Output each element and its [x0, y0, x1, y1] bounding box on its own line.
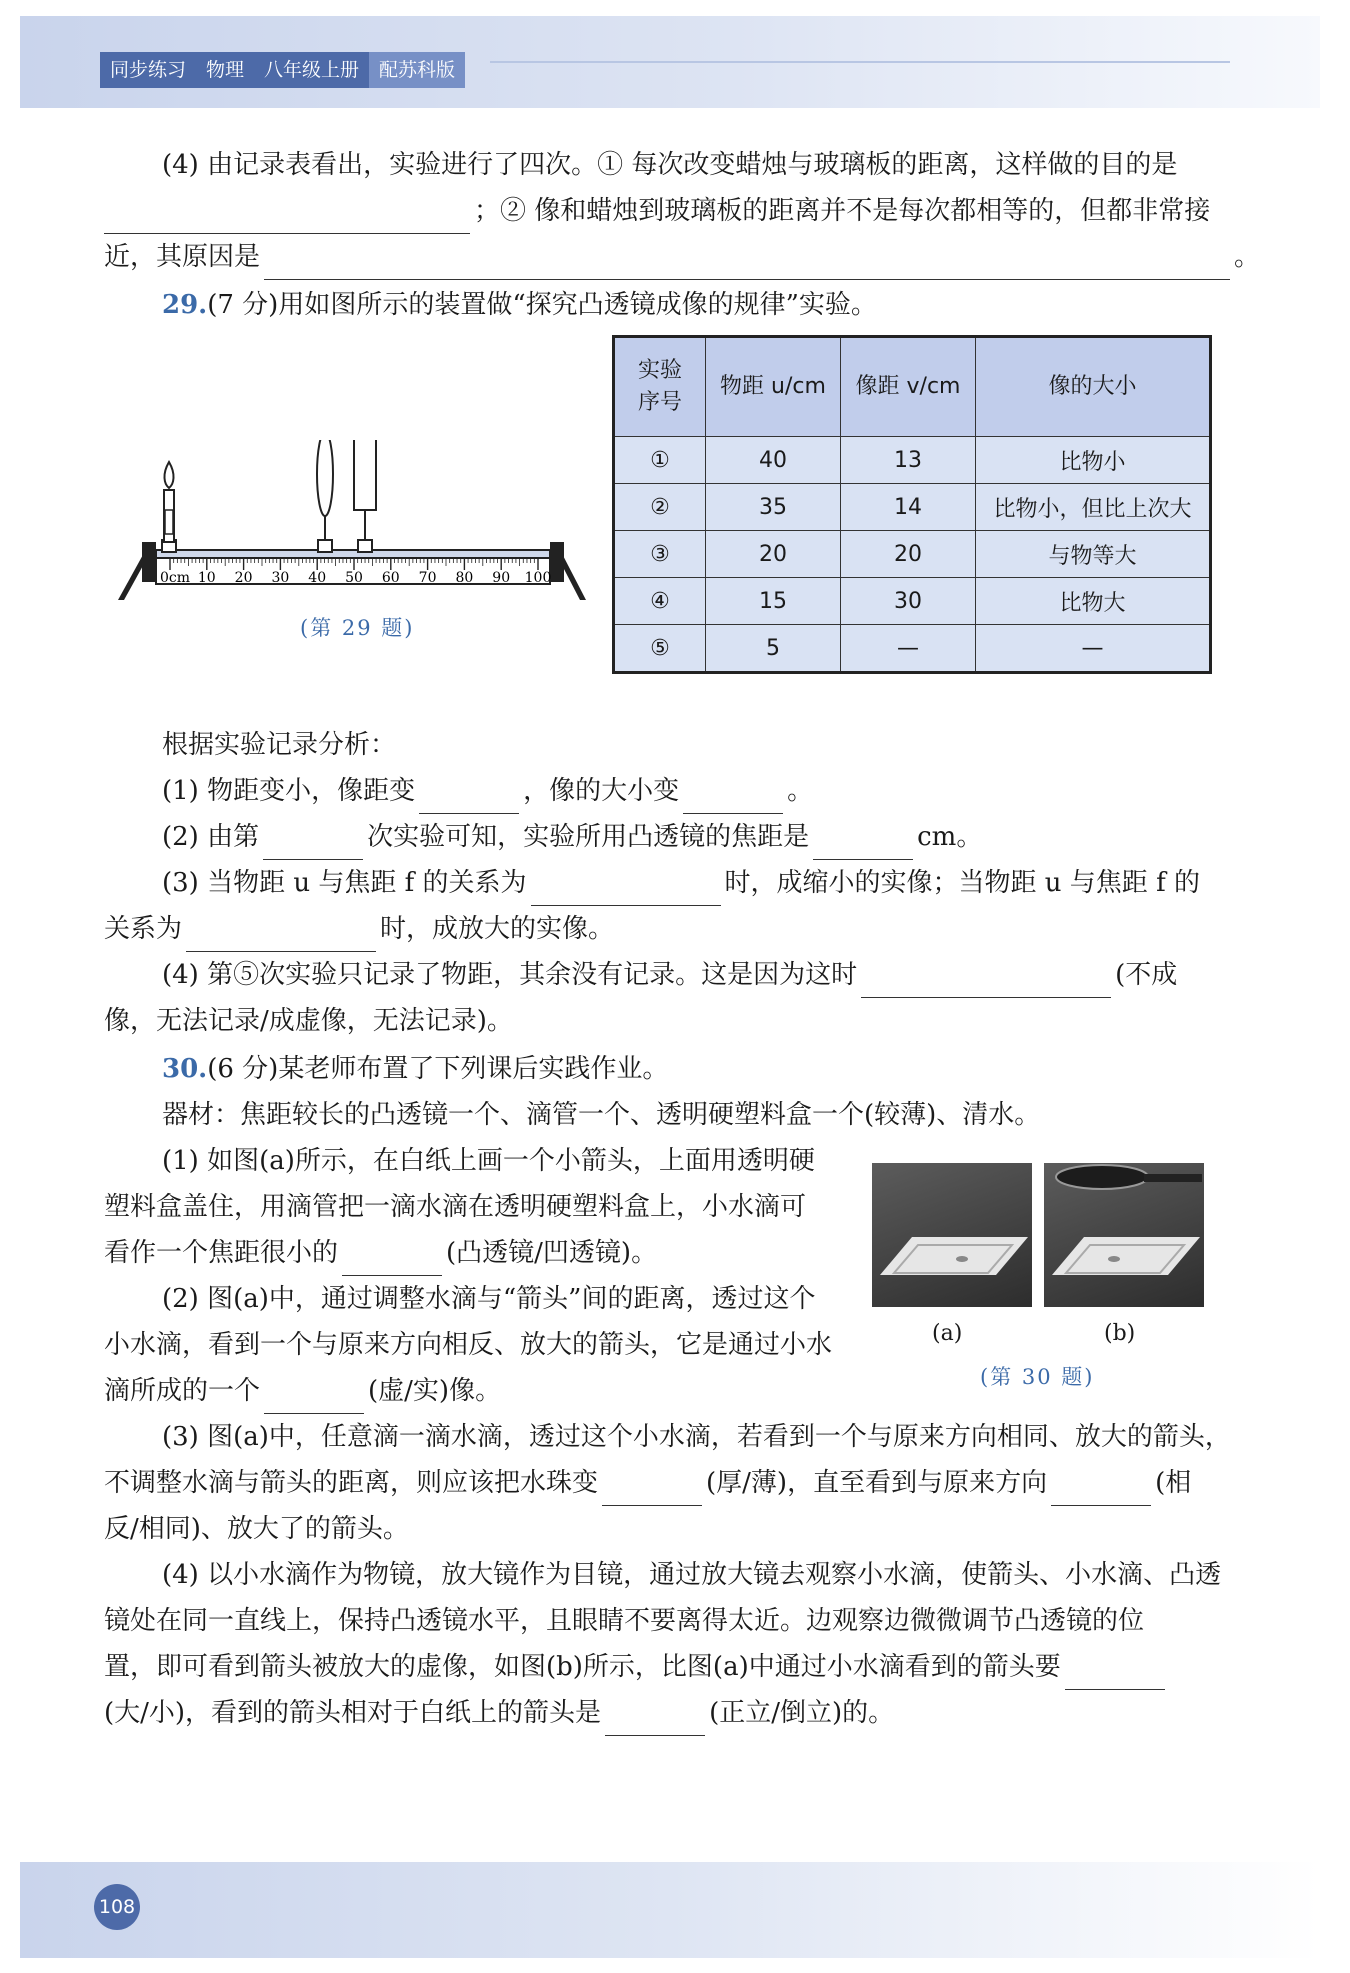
answer-blank[interactable]	[813, 825, 913, 860]
magnifier-handle	[1144, 1174, 1202, 1182]
scale-label: 50	[345, 570, 363, 586]
photo-a-water-drop	[872, 1163, 1032, 1307]
table-cell: 15	[706, 578, 841, 625]
answer-blank[interactable]	[264, 245, 1230, 280]
table-header: 像的大小	[976, 337, 1211, 437]
header-grade: 八年级上册	[264, 59, 360, 81]
bench-end-left	[142, 542, 156, 582]
scale-label: 40	[308, 570, 327, 586]
water-drop-icon	[1108, 1256, 1120, 1262]
q30-part4-l2: 镜处在同一直线上，保持凸透镜水平，且眼睛不要离得太近。边观察边微微调节凸透镜的位	[104, 1606, 1145, 1636]
q30-part3-l3: 反/相同)、放大了的箭头。	[104, 1514, 409, 1544]
scale-label: 10	[197, 570, 216, 586]
q30-part1-l1: (1) 如图(a)所示，在白纸上画一个小箭头，上面用透明硬	[162, 1146, 815, 1176]
q29-part1: (1) 物距变小，像距变 ，像的大小变 。	[104, 768, 1298, 814]
q30-part3-l2: 不调整水滴与箭头的距离，则应该把水珠变 (厚/薄)，直至看到与原来方向 (相	[104, 1460, 1240, 1506]
table-cell: 13	[841, 437, 976, 484]
scale-label: 20	[234, 570, 253, 586]
candle-flame-icon	[164, 462, 173, 488]
header-bar	[100, 52, 465, 88]
page-number: 108	[94, 1884, 140, 1930]
header-edition: 配苏科版	[369, 52, 465, 88]
q28-4-line3: 近，其原因是 。	[104, 234, 1240, 280]
answer-blank[interactable]	[1051, 1471, 1151, 1506]
table-cell: 35	[706, 484, 841, 531]
table-cell: 30	[841, 578, 976, 625]
table-cell: 20	[706, 531, 841, 578]
figure-label-b: (b)	[1104, 1321, 1136, 1346]
table-cell: ②	[614, 484, 706, 531]
scale-label: 100	[524, 570, 552, 586]
q29-data-table	[612, 335, 1212, 674]
water-drop-icon	[956, 1256, 968, 1262]
answer-blank[interactable]	[602, 1471, 702, 1506]
white-paper-b	[1052, 1237, 1200, 1275]
q29-part4-cont: 像，无法记录/成虚像，无法记录)。	[104, 1006, 513, 1036]
table-row	[614, 578, 1211, 625]
answer-blank[interactable]	[1065, 1655, 1165, 1690]
footer-band	[20, 1862, 1320, 1958]
convex-lens-icon	[317, 440, 333, 516]
table-cell: 20	[841, 531, 976, 578]
answer-blank[interactable]	[342, 1241, 442, 1276]
table-cell: ③	[614, 531, 706, 578]
header-subject: 物理	[206, 59, 245, 81]
lens-holder	[318, 540, 332, 552]
answer-blank[interactable]	[683, 779, 783, 814]
scale-label: 90	[492, 570, 511, 586]
answer-blank[interactable]	[264, 1379, 364, 1414]
table-cell: 比物大	[976, 578, 1211, 625]
q29-title: 29.(7 分)用如图所示的装置做“探究凸透镜成像的规律”实验。	[162, 290, 877, 320]
q29-part4: (4) 第⑤次实验只记录了物距，其余没有记录。这是因为这时 (不成	[104, 952, 1298, 998]
table-cell: ⑤	[614, 625, 706, 673]
light-screen-icon	[354, 440, 376, 510]
q29-figure-optical-bench	[110, 440, 600, 640]
magnifier-lens-icon	[1056, 1165, 1148, 1189]
q30-materials: 器材：焦距较长的凸透镜一个、滴管一个、透明硬塑料盒一个(较薄)、清水。	[162, 1100, 1041, 1130]
table-cell: 5	[706, 625, 841, 673]
q30-part2-l3: 滴所成的一个 (虚/实)像。	[104, 1368, 844, 1414]
candle-stand	[165, 510, 173, 534]
table-header: 实验 序号	[614, 337, 706, 437]
q30-figure	[872, 1163, 1212, 1389]
q30-number: 30.	[162, 1054, 208, 1084]
answer-blank[interactable]	[531, 871, 721, 906]
scale-label: 80	[455, 570, 474, 586]
figure-label-a: (a)	[932, 1321, 963, 1346]
table-cell: ①	[614, 437, 706, 484]
answer-blank[interactable]	[419, 779, 519, 814]
q30-part3-l1: (3) 图(a)中，任意滴一滴水滴，透过这个小水滴，若看到一个与原来方向相同、放大的箭头，	[162, 1422, 1231, 1452]
header-divider	[490, 61, 1230, 63]
table-header-row	[614, 337, 1211, 437]
table-header: 物距 u/cm	[706, 337, 841, 437]
photo-b-magnifier	[1044, 1163, 1204, 1307]
q30-part4-l1: (4) 以小水滴作为物镜，放大镜作为目镜，通过放大镜去观察小水滴，使箭头、小水滴、凸透	[162, 1560, 1222, 1590]
bench-end-right	[550, 542, 564, 582]
q29-figure-caption: (第 29 题)	[300, 616, 415, 640]
table-row	[614, 484, 1211, 531]
table-header: 像距 v/cm	[841, 337, 976, 437]
q30-part4-l4: (大/小)，看到的箭头相对于白纸上的箭头是 (正立/倒立)的。	[104, 1690, 1240, 1736]
answer-blank[interactable]	[263, 825, 363, 860]
optical-bench-diagram	[110, 440, 600, 640]
q28-4-line1: (4) 由记录表看出，实验进行了四次。① 每次改变蜡烛与玻璃板的距离，这样做的目的是	[162, 150, 1178, 180]
q30-part1-l2: 塑料盒盖住，用滴管把一滴水滴在透明硬塑料盒上，小水滴可	[104, 1192, 807, 1222]
table-row	[614, 625, 1211, 673]
table-cell: ④	[614, 578, 706, 625]
header-book: 同步练习	[110, 59, 187, 81]
table-row	[614, 437, 1211, 484]
table-cell: 比物小，但比上次大	[976, 484, 1211, 531]
q30-part2-l1: (2) 图(a)中，通过调整水滴与“箭头”间的距离，透过这个	[162, 1284, 816, 1314]
table-cell: 比物小	[976, 437, 1211, 484]
scale-label: 60	[381, 570, 400, 586]
q29-number: 29.	[162, 290, 208, 320]
q30-figure-caption: (第 30 题)	[980, 1365, 1095, 1389]
scale-label: 30	[271, 570, 290, 586]
scale-label: 70	[418, 570, 437, 586]
q29-analysis-intro: 根据实验记录分析：	[162, 730, 397, 760]
answer-blank[interactable]	[104, 199, 470, 234]
answer-blank[interactable]	[861, 963, 1111, 998]
q30-part2-l2: 小水滴，看到一个与原来方向相反、放大的箭头，它是通过小水	[104, 1330, 833, 1360]
answer-blank[interactable]	[605, 1701, 705, 1736]
table-cell: 与物等大	[976, 531, 1211, 578]
scale-label: 0cm	[160, 570, 191, 586]
q30-part4-l3: 置，即可看到箭头被放大的虚像，如图(b)所示，比图(a)中通过小水滴看到的箭头要	[104, 1644, 1240, 1690]
white-paper-a	[880, 1237, 1028, 1275]
table-cell: 14	[841, 484, 976, 531]
q30-part1-l3: 看作一个焦距很小的 (凸透镜/凹透镜)。	[104, 1230, 844, 1276]
q30-title: 30.(6 分)某老师布置了下列课后实践作业。	[162, 1054, 669, 1084]
table-cell: 40	[706, 437, 841, 484]
q29-part3-cont: 关系为 时，成放大的实像。	[104, 906, 1240, 952]
table-cell: —	[976, 625, 1211, 673]
q28-4-line2: ；② 像和蜡烛到玻璃板的距离并不是每次都相等的，但都非常接	[104, 188, 1240, 234]
table-cell: —	[841, 625, 976, 673]
q29-part3: (3) 当物距 u 与焦距 f 的关系为 时，成缩小的实像；当物距 u 与焦距 f 的	[104, 860, 1298, 906]
bench-rail	[156, 550, 550, 558]
table-row	[614, 531, 1211, 578]
q29-part2: (2) 由第 次实验可知，实验所用凸透镜的焦距是 cm。	[104, 814, 1298, 860]
screen-holder	[358, 540, 372, 552]
answer-blank[interactable]	[186, 917, 376, 952]
